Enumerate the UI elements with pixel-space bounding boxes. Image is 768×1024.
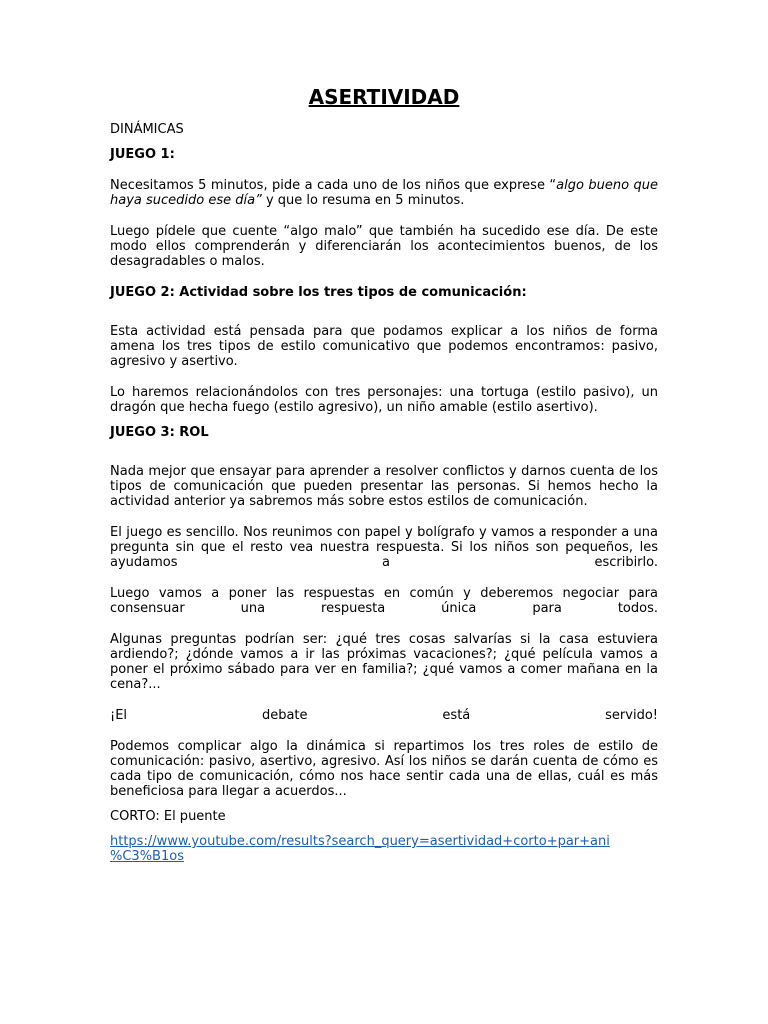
juego1-p1-text-end: y que lo resuma en 5 minutos. bbox=[261, 193, 465, 208]
juego2-heading: JUEGO 2: Actividad sobre los tres tipos de comunicación: bbox=[110, 285, 527, 300]
juego1-p1-text: Necesitamos 5 minutos, pide a cada uno de los niños que exprese “ bbox=[110, 178, 557, 193]
juego3-paragraph-4: Algunas preguntas podrían ser: ¿qué tres cosas salvarías si la casa estuviera ardiendo?; ¿dónde vamos a ir las próximas vacaciones?; ¿qué película vamos a poner el próximo sábado para ver en familia?; ¿qué vamos a comer mañana en la cena?... bbox=[110, 632, 658, 692]
juego1-heading: JUEGO 1: bbox=[110, 147, 175, 162]
juego2-paragraph-1: Esta actividad está pensada para que podamos explicar a los niños de forma amena los tres tipos de estilo comunicativo que podemos encontramos: pasivo, agresivo y asertivo. bbox=[110, 324, 658, 369]
juego1-p1-italic: algo bueno que haya sucedido ese día” bbox=[110, 178, 658, 208]
juego3-paragraph-2: El juego es sencillo. Nos reunimos con papel y bolígrafo y vamos a responder a una pregunta sin que el resto vea nuestra respuesta. Si los niños son pequeños, les ayudamos a escribirlo. bbox=[110, 525, 658, 570]
juego3-paragraph-6: Podemos complicar algo la dinámica si repartimos los tres roles de estilo de comunicación: pasivo, asertivo, agresivo. Así los niños se darán cuenta de cómo es cada tipo de comunicación, cómo nos hace sentir cada una de ellas, cuál es más beneficiosa para llegar a acuerdos... bbox=[110, 739, 658, 799]
juego3-heading: JUEGO 3: ROL bbox=[110, 425, 209, 440]
juego2-paragraph-2: Lo haremos relacionándolos con tres personajes: una tortuga (estilo pasivo), un dragón que hecha fuego (estilo agresivo), un niño amable (estilo asertivo). bbox=[110, 385, 658, 415]
juego3-paragraph-3: Luego vamos a poner las respuestas en común y deberemos negociar para consensuar una respuesta única para todos. bbox=[110, 586, 658, 616]
juego3-paragraph-5: ¡El debate está servido! bbox=[110, 708, 658, 723]
juego3-paragraph-1: Nada mejor que ensayar para aprender a resolver conflictos y darnos cuenta de los tipos de comunicación que pueden presentar las personas. Si hemos hecho la actividad anterior ya sabremos más sobre estos estilos de comunicación. bbox=[110, 464, 658, 509]
video-link[interactable] bbox=[110, 834, 658, 864]
section-label-dinamicas: DINÁMICAS bbox=[110, 122, 184, 137]
video-link-line-1[interactable]: https://www.youtube.com/results?search_query=asertividad+corto+par+ani bbox=[110, 834, 610, 849]
video-link-line-2[interactable]: %C3%B1os bbox=[110, 849, 184, 864]
juego1-paragraph-2: Luego pídele que cuente “algo malo” que también ha sucedido ese día. De este modo ellos comprenderán y diferenciarán los acontecimientos buenos, de los desagradables o malos. bbox=[110, 224, 658, 269]
document-title: ASERTIVIDAD bbox=[308, 85, 460, 109]
corto-label: CORTO: El puente bbox=[110, 809, 226, 824]
juego1-paragraph-1 bbox=[110, 178, 658, 208]
